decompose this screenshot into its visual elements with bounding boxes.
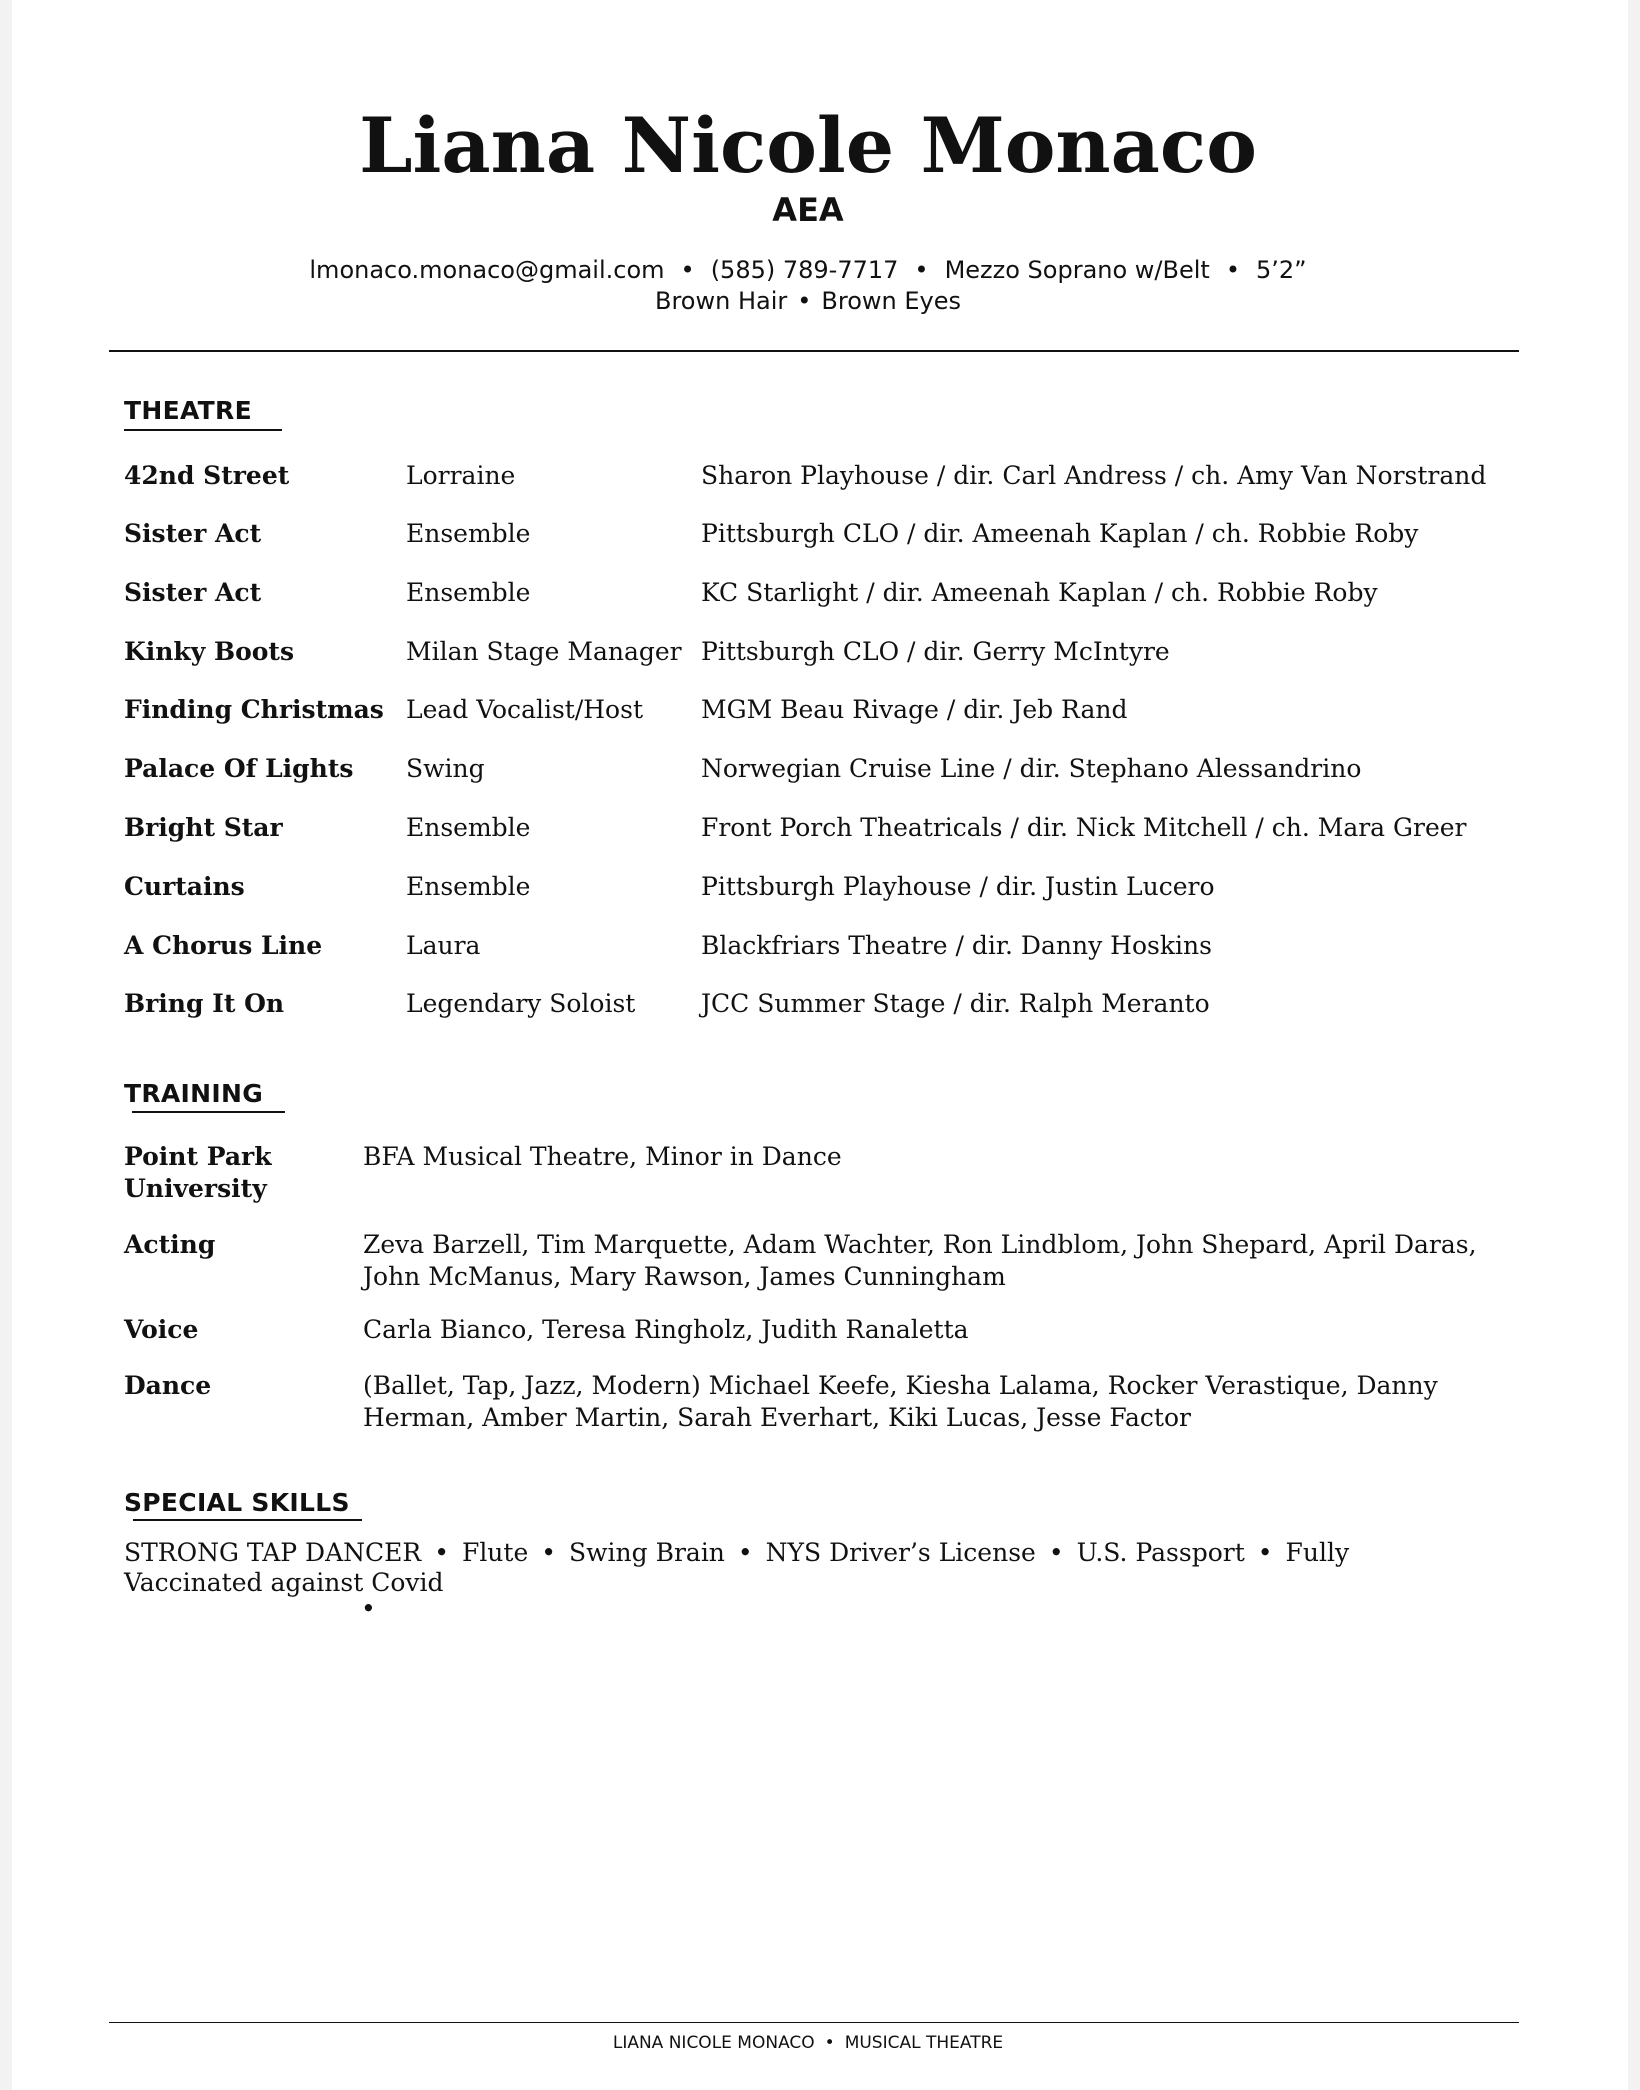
credit-company: Pittsburgh Playhouse / dir. Justin Lucero bbox=[701, 872, 1215, 901]
credit-show: 42nd Street bbox=[124, 461, 290, 490]
credit-company: Sharon Playhouse / dir. Carl Andress / ch. Amy Van Norstrand bbox=[701, 461, 1487, 490]
separator-bullet: • bbox=[797, 287, 812, 315]
separator-bullet: • bbox=[434, 1538, 449, 1567]
training-label: Point Park University bbox=[124, 1142, 272, 1203]
credit-role: Legendary Soloist bbox=[406, 989, 636, 1018]
eye-color: Brown Eyes bbox=[821, 287, 961, 315]
credit-company: Norwegian Cruise Line / dir. Stephano Alessandrino bbox=[701, 754, 1362, 783]
skill-item: Flute bbox=[461, 1538, 529, 1567]
credit-role: Milan Stage Manager bbox=[406, 637, 682, 666]
special-skills-list bbox=[124, 1538, 1464, 1598]
section-underline bbox=[133, 1519, 362, 1521]
credit-show: Bring It On bbox=[124, 989, 285, 1018]
credit-role: Lorraine bbox=[406, 461, 516, 490]
training-detail: BFA Musical Theatre, Minor in Dance bbox=[363, 1142, 842, 1171]
training-label: Voice bbox=[124, 1315, 199, 1344]
contact-line-2 bbox=[0, 286, 1628, 316]
resume-name: Liana Nicole Monaco bbox=[359, 101, 1257, 190]
footer bbox=[0, 2032, 1628, 2054]
credit-company: JCC Summer Stage / dir. Ralph Meranto bbox=[701, 989, 1210, 1018]
separator-bullet: • bbox=[1225, 256, 1240, 284]
training-label: Acting bbox=[124, 1230, 216, 1259]
credit-company: Pittsburgh CLO / dir. Ameenah Kaplan / ch. Robbie Roby bbox=[701, 519, 1419, 548]
skill-item: STRONG TAP DANCER bbox=[124, 1538, 422, 1567]
credit-role: Ensemble bbox=[406, 872, 531, 901]
section-underline bbox=[124, 429, 282, 431]
footer-name: LIANA NICOLE MONACO bbox=[612, 2033, 815, 2053]
credit-show: Finding Christmas bbox=[124, 695, 384, 724]
union-affiliation: AEA bbox=[772, 191, 844, 229]
skill-item: Swing Brain bbox=[569, 1538, 725, 1567]
credit-show: Kinky Boots bbox=[124, 637, 295, 666]
phone: (585) 789-7717 bbox=[710, 256, 899, 284]
separator-bullet: • bbox=[914, 256, 929, 284]
header-divider bbox=[109, 350, 1519, 352]
stray-bullet: • bbox=[361, 1594, 376, 1623]
credit-show: Curtains bbox=[124, 872, 245, 901]
training-detail: Zeva Barzell, Tim Marquette, Adam Wachter, Ron Lindblom, John Shepard, April Daras, John McManus, Mary Rawson, James Cunningham bbox=[363, 1230, 1477, 1291]
credit-role: Laura bbox=[406, 931, 481, 960]
contact-line-1 bbox=[0, 255, 1628, 285]
credit-company: Blackfriars Theatre / dir. Danny Hoskins bbox=[701, 931, 1212, 960]
section-underline bbox=[132, 1111, 285, 1113]
footer-field: MUSICAL THEATRE bbox=[844, 2033, 1004, 2053]
footer-divider bbox=[109, 2022, 1519, 2023]
credit-company: Front Porch Theatricals / dir. Nick Mitchell / ch. Mara Greer bbox=[701, 813, 1467, 842]
credit-company: Pittsburgh CLO / dir. Gerry McIntyre bbox=[701, 637, 1170, 666]
voice-type: Mezzo Soprano w/Belt bbox=[944, 256, 1210, 284]
separator-bullet: • bbox=[824, 2033, 835, 2053]
credit-show: Sister Act bbox=[124, 578, 262, 607]
training-detail: Carla Bianco, Teresa Ringholz, Judith Ranaletta bbox=[363, 1315, 969, 1344]
training-detail: (Ballet, Tap, Jazz, Modern) Michael Keefe, Kiesha Lalama, Rocker Verastique, Danny Herman, Amber Martin, Sarah Everhart, Kiki Lucas, Jesse Factor bbox=[363, 1371, 1438, 1432]
credit-role: Ensemble bbox=[406, 578, 531, 607]
section-heading-special-skills: SPECIAL SKILLS bbox=[124, 1488, 350, 1517]
separator-bullet: • bbox=[1048, 1538, 1064, 1567]
credit-show: Palace Of Lights bbox=[124, 754, 354, 783]
email: lmonaco.monaco@gmail.com bbox=[309, 256, 665, 284]
separator-bullet: • bbox=[737, 1538, 753, 1567]
credit-company: KC Starlight / dir. Ameenah Kaplan / ch. Robbie Roby bbox=[701, 578, 1378, 607]
skill-item: NYS Driver’s License bbox=[765, 1538, 1036, 1567]
separator-bullet: • bbox=[541, 1538, 557, 1567]
credit-role: Ensemble bbox=[406, 519, 531, 548]
hair-color: Brown Hair bbox=[655, 287, 788, 315]
credit-show: Sister Act bbox=[124, 519, 262, 548]
credit-show: A Chorus Line bbox=[124, 931, 323, 960]
separator-bullet: • bbox=[680, 256, 695, 284]
height: 5’2” bbox=[1255, 256, 1307, 284]
training-label: Dance bbox=[124, 1371, 212, 1400]
section-heading-training: TRAINING bbox=[124, 1079, 264, 1108]
credit-show: Bright Star bbox=[124, 813, 283, 842]
separator-bullet: • bbox=[1257, 1538, 1273, 1567]
section-heading-theatre: THEATRE bbox=[124, 396, 252, 425]
credit-role: Ensemble bbox=[406, 813, 531, 842]
credit-role: Swing bbox=[406, 754, 485, 783]
skill-item: U.S. Passport bbox=[1076, 1538, 1245, 1567]
skill-item: Fully Vaccinated against Covid bbox=[124, 1538, 1350, 1597]
credit-role: Lead Vocalist/Host bbox=[406, 695, 643, 724]
credit-company: MGM Beau Rivage / dir. Jeb Rand bbox=[701, 695, 1128, 724]
